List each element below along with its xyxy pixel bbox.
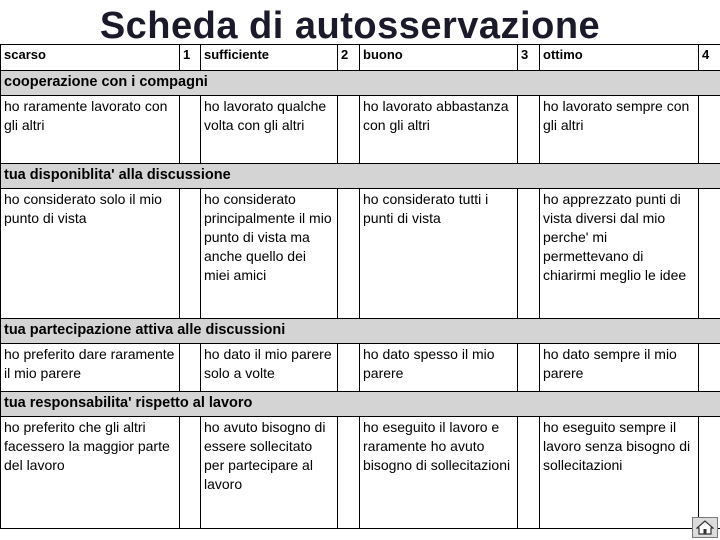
criterion-cell: ho considerato tutti i punti di vista — [360, 189, 518, 319]
score-cell[interactable] — [338, 96, 360, 164]
criterion-cell: ho eseguito sempre il lavoro senza bisogno di sollecitazioni — [540, 417, 699, 529]
scale-label-sufficiente: sufficiente — [201, 45, 338, 71]
score-cell[interactable] — [180, 344, 201, 392]
score-cell[interactable] — [518, 344, 540, 392]
section-title: cooperazione con i compagni — [1, 71, 720, 96]
score-cell[interactable] — [699, 417, 720, 529]
score-cell[interactable] — [518, 96, 540, 164]
criterion-cell: ho dato spesso il mio parere — [360, 344, 518, 392]
scale-value-3: 3 — [518, 45, 540, 71]
criterion-cell: ho avuto bisogno di essere sollecitato per partecipare al lavoro — [201, 417, 338, 529]
criterion-cell: ho lavorato qualche volta con gli altri — [201, 96, 338, 164]
score-cell[interactable] — [699, 344, 720, 392]
rating-scale-row — [1, 45, 720, 71]
score-cell[interactable] — [338, 189, 360, 319]
self-observation-table — [0, 44, 720, 529]
criteria-row — [1, 417, 720, 529]
scale-label-scarso: scarso — [1, 45, 180, 71]
criterion-cell: ho considerato solo il mio punto di vista — [1, 189, 180, 319]
page-title: Scheda di autosservazione — [99, 5, 601, 47]
section-header-responsabilita — [1, 392, 720, 417]
section-header-partecipazione — [1, 319, 720, 344]
criterion-cell: ho preferito che gli altri facessero la maggior parte del lavoro — [1, 417, 180, 529]
scale-value-1: 1 — [180, 45, 201, 71]
scale-value-4: 4 — [699, 45, 720, 71]
section-header-disponibilita — [1, 164, 720, 189]
criterion-cell: ho eseguito il lavoro e raramente ho avuto bisogno di sollecitazioni — [360, 417, 518, 529]
score-cell[interactable] — [338, 344, 360, 392]
scale-value-2: 2 — [338, 45, 360, 71]
criteria-row — [1, 344, 720, 392]
criterion-cell: ho raramente lavorato con gli altri — [1, 96, 180, 164]
criterion-cell: ho apprezzato punti di vista diversi dal mio perche' mi permettevano di chiarirmi meglio le idee — [540, 189, 699, 319]
score-cell[interactable] — [180, 96, 201, 164]
criterion-cell: ho dato il mio parere solo a volte — [201, 344, 338, 392]
criterion-cell: ho lavorato abbastanza con gli altri — [360, 96, 518, 164]
criterion-cell: ho dato sempre il mio parere — [540, 344, 699, 392]
score-cell[interactable] — [180, 189, 201, 319]
score-cell[interactable] — [699, 189, 720, 319]
scale-label-ottimo: ottimo — [540, 45, 699, 71]
score-cell[interactable] — [518, 189, 540, 319]
section-title: tua disponiblita' alla discussione — [1, 164, 720, 189]
home-icon — [696, 520, 714, 535]
section-title: tua responsabilita' rispetto al lavoro — [1, 392, 720, 417]
section-header-cooperazione — [1, 71, 720, 96]
score-cell[interactable] — [180, 417, 201, 529]
criterion-cell: ho lavorato sempre con gli altri — [540, 96, 699, 164]
scale-label-buono: buono — [360, 45, 518, 71]
criterion-cell: ho considerato principalmente il mio punto di vista ma anche quello dei miei amici — [201, 189, 338, 319]
criterion-cell: ho preferito dare raramente il mio parere — [1, 344, 180, 392]
home-button[interactable] — [692, 517, 718, 538]
section-title: tua partecipazione attiva alle discussioni — [1, 319, 720, 344]
score-cell[interactable] — [699, 96, 720, 164]
criteria-row — [1, 96, 720, 164]
criteria-row — [1, 189, 720, 319]
score-cell[interactable] — [518, 417, 540, 529]
score-cell[interactable] — [338, 417, 360, 529]
